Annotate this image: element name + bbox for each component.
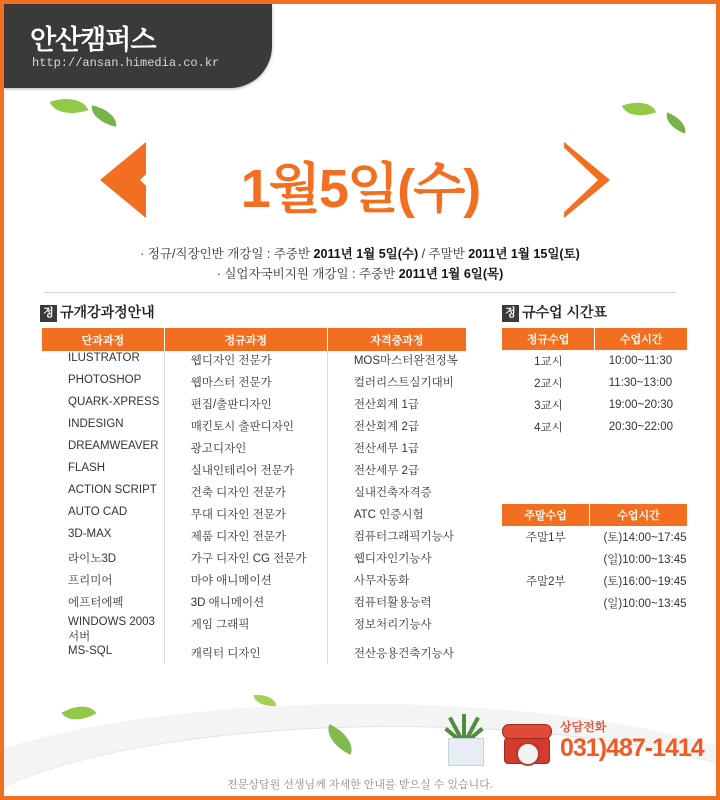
course-cell: 전산세무 2급 (353, 465, 419, 477)
table-row (42, 571, 467, 593)
course-cell: DREAMWEAVER (42, 439, 164, 461)
weekend-period: 주말1부 (525, 532, 566, 544)
course-cell: 광고디자인 (164, 439, 327, 461)
weekday-time: 19:00~20:30 (608, 399, 674, 411)
course-cell: 3D 애니메이션 (164, 593, 327, 615)
table-row (42, 593, 467, 615)
weekend-period: 주말2부 (525, 576, 566, 588)
plant-icon (436, 704, 494, 766)
header (4, 4, 716, 92)
course-cell: 무대 디자인 전문가 (164, 505, 327, 527)
contact-phone-number[interactable]: 031)487-1414 (560, 734, 704, 762)
course-cell: 실내건축자격증 (353, 487, 432, 499)
table-row (42, 461, 467, 483)
telephone-handset (502, 724, 552, 739)
table-row (42, 483, 467, 505)
course-cell: AUTO CAD (42, 505, 164, 527)
course-cell: ILUSTRATOR (42, 351, 164, 373)
weekend-period (502, 548, 589, 570)
course-cell: 정보처리기능사 (353, 619, 432, 631)
table-row (502, 548, 688, 570)
notice-line-1 (4, 244, 716, 264)
logo-plate (4, 4, 272, 88)
course-cell: 전산세무 1급 (353, 443, 419, 455)
weekend-schedule-table (502, 504, 688, 614)
table-row (502, 570, 688, 592)
opening-date: 1월5일(수) (240, 159, 480, 219)
table-row (502, 372, 688, 394)
table-row (42, 373, 467, 395)
course-cell: 건축 디자인 전문가 (164, 483, 327, 505)
table-row (502, 592, 688, 614)
table-row (42, 615, 467, 644)
notice-line1-prefix: · 정규/직장인반 개강일 : 주중반 (140, 247, 314, 261)
courses-column-header: 단과과정 (42, 328, 164, 351)
notice-line2-date1: 2011년 1월 6일(목) (398, 267, 504, 281)
divider (44, 292, 676, 293)
weekend-time: (일)10:00~13:45 (603, 598, 687, 610)
course-cell: 제품 디자인 전문가 (164, 527, 327, 549)
courses-section-title-text: 규개강과정안내 (60, 304, 155, 320)
weekend-header: 주말수업 (502, 504, 589, 526)
course-cell: PHOTOSHOP (42, 373, 164, 395)
course-cell: 웹디자인기능사 (353, 553, 432, 565)
table-row (502, 350, 688, 372)
course-cell: 웹디자인 전문가 (164, 351, 327, 373)
course-cell: 컴퓨터그래픽기능사 (353, 531, 454, 543)
schedule-section-title (502, 302, 607, 322)
table-row (502, 526, 688, 548)
course-cell: FLASH (42, 461, 164, 483)
table-row (42, 351, 467, 373)
course-cell: 라이노3D (42, 549, 164, 571)
weekday-period: 1교시 (534, 356, 563, 368)
course-cell: 전산응용건축기능사 (353, 648, 454, 660)
course-cell: 컬러리스트실기대비 (353, 377, 454, 389)
course-cell: ATC 인증시험 (353, 509, 424, 521)
weekday-period: 2교시 (534, 378, 563, 390)
opening-notice (4, 244, 716, 284)
table-row (42, 505, 467, 527)
course-cell: 웹마스터 전문가 (164, 373, 327, 395)
course-cell: INDESIGN (42, 417, 164, 439)
leaf-icon (622, 95, 656, 122)
notice-line1-date1: 2011년 1월 5일(수) (313, 247, 419, 261)
notice-line1-mid: / 주말반 (418, 247, 469, 261)
weekday-header: 정규수업 (502, 328, 595, 350)
course-cell: 편집/출판디자인 (164, 395, 327, 417)
course-cell: 전산회계 2급 (353, 421, 419, 433)
footer-note: 전문상담원 선생님께 자세한 안내를 받으실 수 있습니다. (227, 779, 493, 791)
weekday-time: 20:30~22:00 (608, 421, 674, 433)
site-url[interactable]: http://ansan.himedia.co.kr (32, 56, 220, 70)
course-cell: 게임 그래픽 (164, 615, 327, 644)
courses-column-header: 정규과정 (164, 328, 327, 351)
table-row (42, 549, 467, 571)
contact-label: 상담전화 (560, 720, 607, 734)
course-cell: 프리미어 (42, 571, 164, 593)
table-row (502, 394, 688, 416)
schedule-section-title-text: 규수업 시간표 (522, 304, 608, 320)
courses-section-title (40, 302, 155, 322)
weekend-time: (토)14:00~17:45 (603, 532, 687, 544)
table-row (42, 417, 467, 439)
course-cell: 실내인테리어 전문가 (164, 461, 327, 483)
course-cell: 캐릭터 디자인 (164, 644, 327, 666)
weekend-time: (일)10:00~13:45 (603, 554, 687, 566)
notice-line-2 (4, 264, 716, 284)
weekend-time: (토)16:00~19:45 (603, 576, 687, 588)
campus-title: 안산캠퍼스 (30, 25, 156, 55)
section-badge: 정 (40, 305, 57, 322)
weekday-time: 10:00~11:30 (608, 355, 673, 367)
courses-column-header: 자격증과정 (327, 328, 466, 351)
course-cell: 매킨토시 출판디자인 (164, 417, 327, 439)
table-row (42, 395, 467, 417)
plant-pot (448, 738, 484, 766)
telephone-dial (516, 742, 540, 766)
weekday-time: 11:30~13:00 (608, 377, 673, 389)
leaf-icon (50, 91, 89, 121)
course-cell: 가구 디자인 CG 전문가 (164, 549, 327, 571)
weekend-header: 수업시간 (589, 504, 687, 526)
table-row (502, 416, 688, 438)
course-cell: QUARK-XPRESS (42, 395, 164, 417)
table-row (42, 439, 467, 461)
course-cell: MOS마스터완전정복 (353, 355, 458, 367)
weekday-period: 4교시 (534, 422, 563, 434)
course-cell: 마야 애니메이션 (164, 571, 327, 593)
weekday-schedule-table (502, 328, 688, 438)
course-cell: 3D-MAX (42, 527, 164, 549)
course-cell: 전산회계 1급 (353, 399, 419, 411)
notice-line1-date2: 2011년 1월 15일(토) (468, 247, 580, 261)
notice-line2-prefix: · 실업자국비지원 개강일 : 주중반 (216, 267, 399, 281)
telephone-icon (502, 720, 550, 764)
course-cell: 컴퓨터활용능력 (353, 597, 432, 609)
date-banner (4, 124, 716, 234)
course-cell: MS-SQL (42, 644, 164, 666)
course-cell: WINDOWS 2003 서버 (42, 615, 164, 644)
course-cell: 에프터에펙 (42, 593, 164, 615)
course-cell: ACTION SCRIPT (42, 483, 164, 505)
weekend-period (502, 592, 589, 614)
section-badge: 정 (502, 305, 519, 322)
weekday-header: 수업시간 (595, 328, 688, 350)
table-row (42, 527, 467, 549)
weekday-period: 3교시 (534, 400, 563, 412)
course-cell: 사무자동화 (353, 575, 410, 587)
table-row (42, 644, 467, 666)
